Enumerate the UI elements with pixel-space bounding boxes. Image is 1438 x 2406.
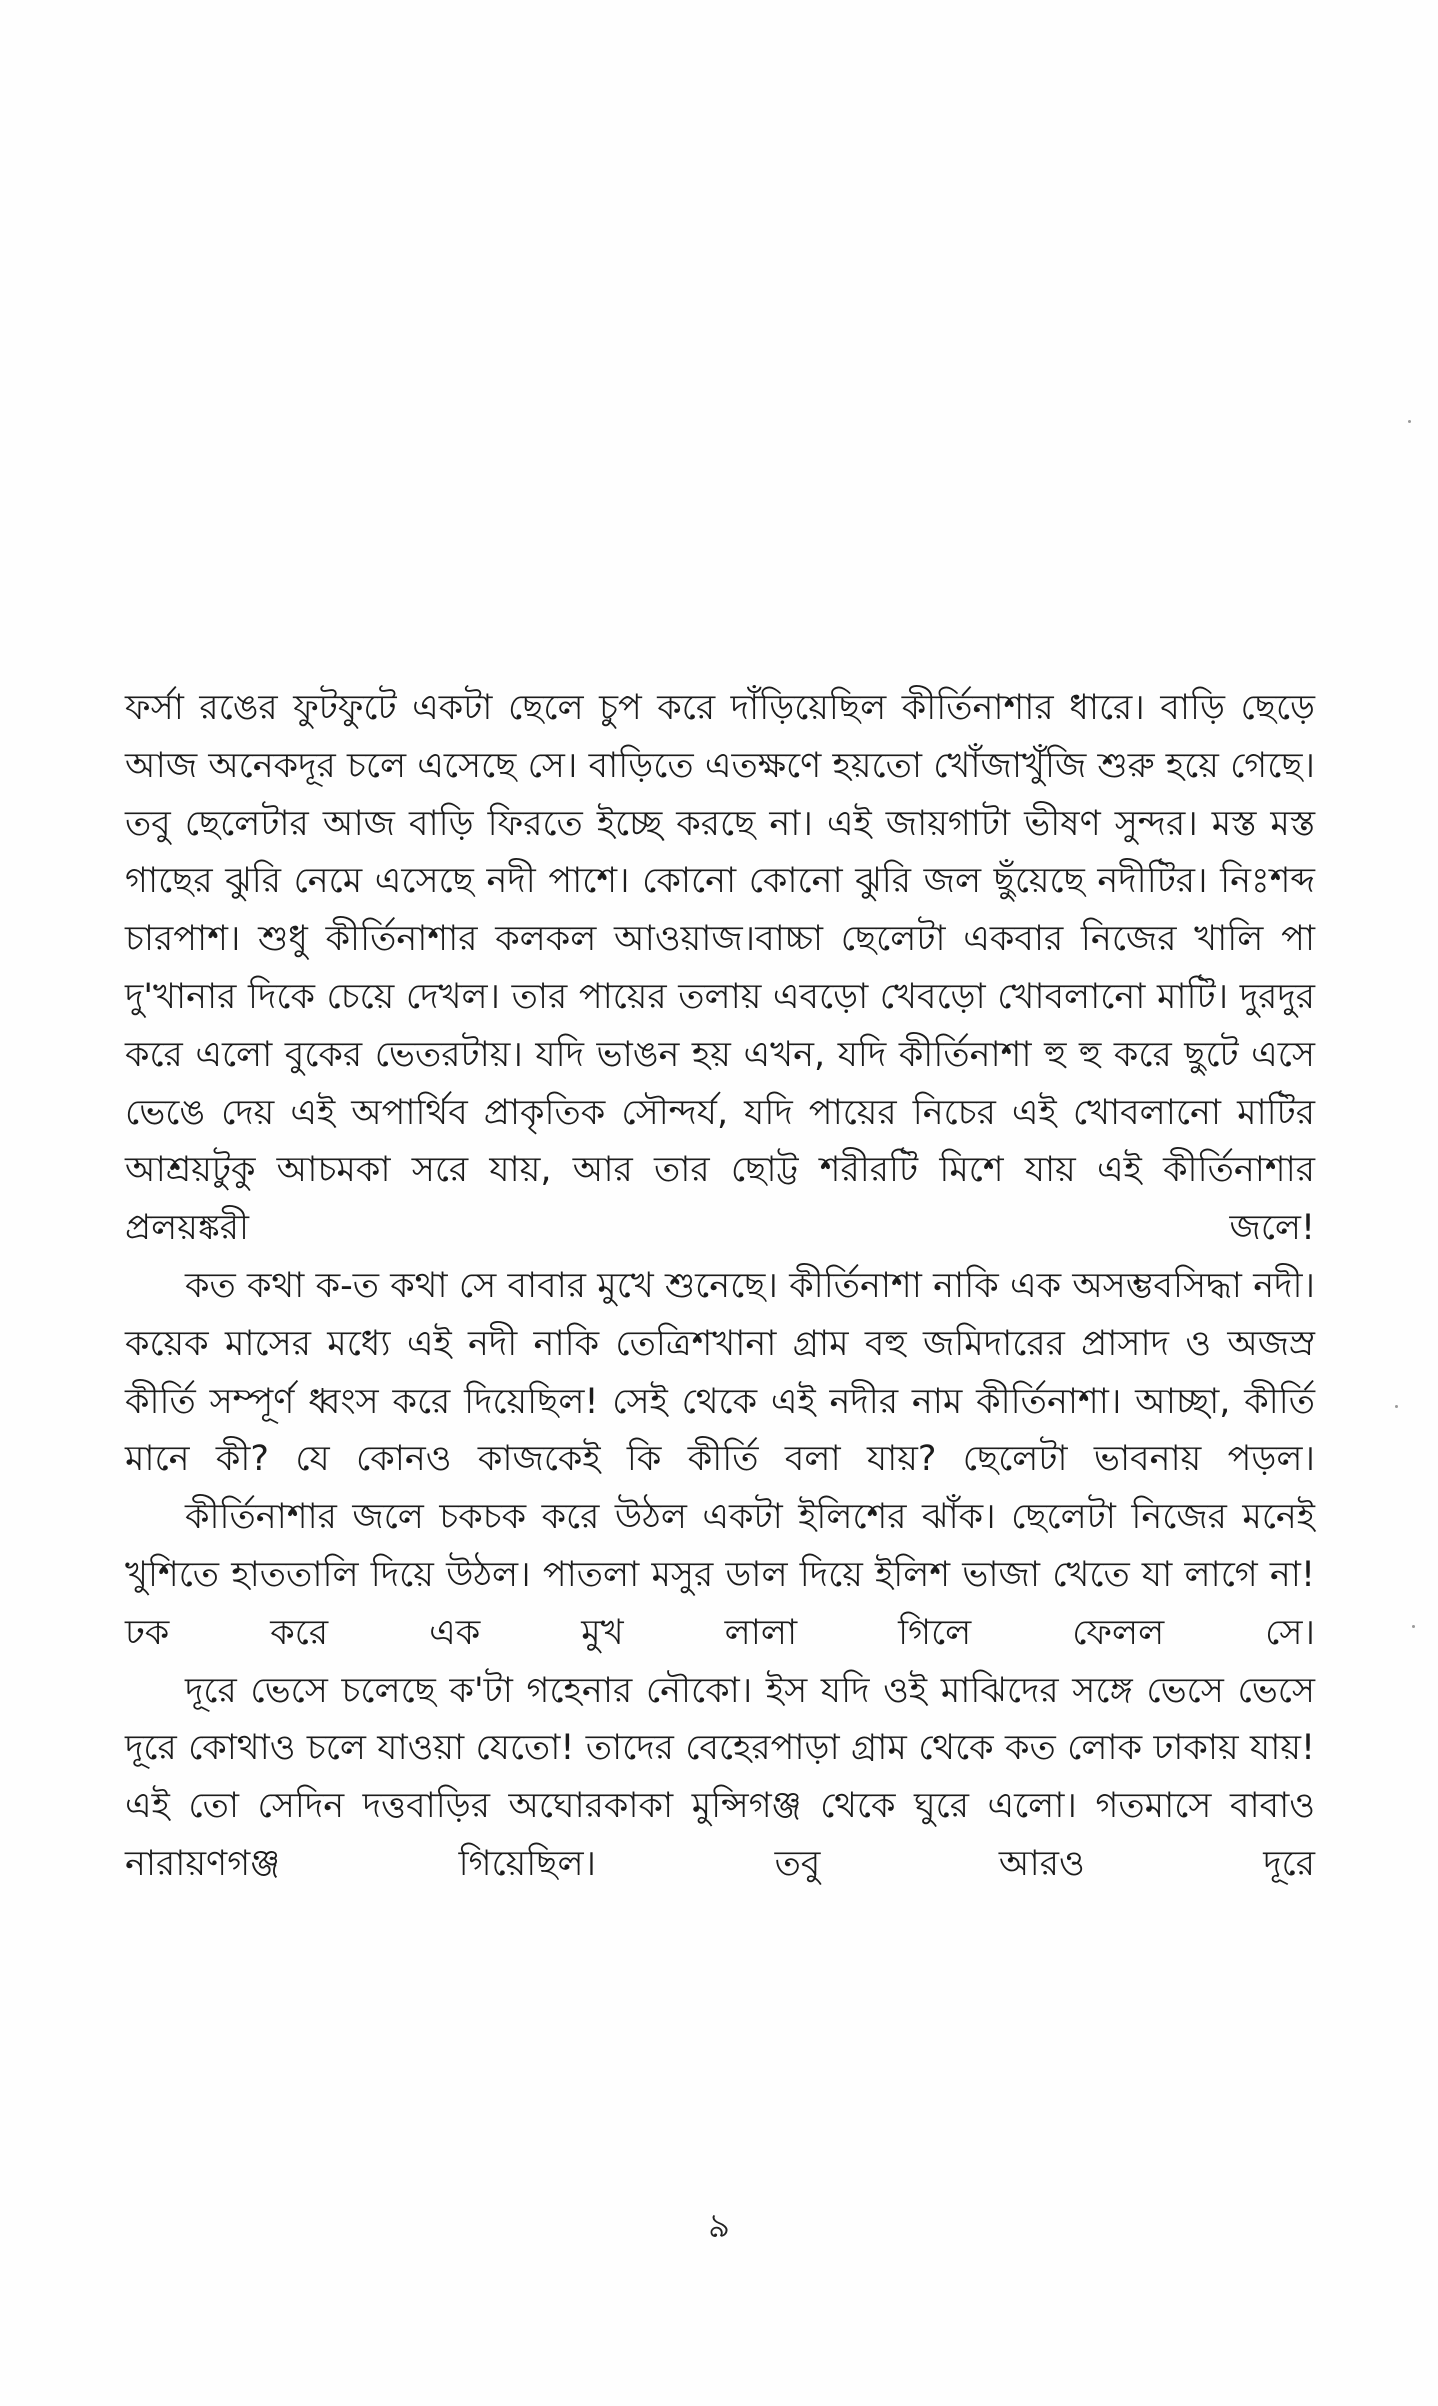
page-number: ৯ (707, 2206, 731, 2246)
paragraph-1: ফর্সা রঙের ফুটফুটে একটা ছেলে চুপ করে দাঁড়িয়েছিল কীর্তিনাশার ধারে। বাড়ি ছেড়ে আজ অনেকদূর চলে এসেছে সে। বাড়িতে এতক্ষণে হয়তো খোঁজাখুঁজি শুরু হয়ে গেছে। তবু ছেলেটার আজ বাড়ি ফিরতে ইচ্ছে করছে না। এই জায়গাটা ভীষণ সুন্দর। মস্ত মস্ত গাছের ঝুরি নেমে এসেছে নদী পাশে। কোনো কোনো ঝুরি জল ছুঁয়েছে নদীটির। নিঃশব্দ চারপাশ। শুধু কীর্তিনাশার কলকল আওয়াজ।বাচ্চা ছেলেটা একবার নিজের খালি পা দু'খানার দিকে চেয়ে দেখল। তার পায়ের তলায় এবড়ো খেবড়ো খোবলানো মাটি। দুরদুর করে এলো বুকের ভেতরটায়। যদি ভাঙন হয় এখন, যদি কীর্তিনাশা হু হু করে ছুটে এসে ভেঙে দেয় এই অপার্থিব প্রাকৃতিক সৌন্দর্য, যদি পায়ের নিচের এই খোবলানো মাটির আশ্রয়টুকু আচমকা সরে যায়, আর তার ছোট্ট শরীরটি মিশে যায় এই কীর্তিনাশার প্রলয়ঙ্করী জলে! (125, 688, 1315, 1249)
paragraph-4: দূরে ভেসে চলেছে ক'টা গহেনার নৌকো। ইস যদি ওই মাঝিদের সঙ্গে ভেসে ভেসে দূরে কোথাও চলে যাওয়া যেতো! তাদের বেহেরপাড়া গ্রাম থেকে কত লোক ঢাকায় যায়! এই তো সেদিন দত্তবাড়ির অঘোরকাকা মুন্সিগঞ্জ থেকে ঘুরে এলো। গতমাসে বাবাও নারায়ণগঞ্জ গিয়েছিল। তবু আরও দূরে (125, 1670, 1315, 1884)
scan-speck (1412, 1625, 1415, 1628)
paragraph-3: কীর্তিনাশার জলে চকচক করে উঠল একটা ইলিশের ঝাঁক। ছেলেটা নিজের মনেই খুশিতে হাততালি দিয়ে উঠল। পাতলা মসুর ডাল দিয়ে ইলিশ ভাজা খেতে যা লাগে না! ঢক করে এক মুখ লালা গিলে ফেলল সে। (125, 1497, 1315, 1653)
scan-speck (1408, 420, 1411, 423)
scan-speck (1395, 1405, 1398, 1408)
body-text (125, 680, 1315, 1894)
paragraph-2: কত কথা ক-ত কথা সে বাবার মুখে শুনেছে। কীর্তিনাশা নাকি এক অসম্ভবসিদ্ধা নদী। কয়েক মাসের মধ্যে এই নদী নাকি তেত্রিশখানা গ্রাম বহু জমিদারের প্রাসাদ ও অজস্র কীর্তি সম্পূর্ণ ধ্বংস করে দিয়েছিল! সেই থেকে এই নদীর নাম কীর্তিনাশা। আচ্ছা, কীর্তি মানে কী? যে কোনও কাজকেই কি কীর্তি বলা যায়? ছেলেটা ভাবনায় পড়ল। (125, 1265, 1315, 1480)
